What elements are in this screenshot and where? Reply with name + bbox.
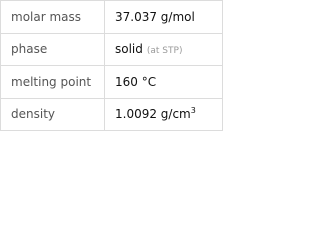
table-row-phase xyxy=(1,33,223,66)
row-label: phase xyxy=(1,33,105,66)
table-row-density xyxy=(1,98,223,131)
row-value: 37.037 g/mol xyxy=(105,1,223,34)
row-value-cell xyxy=(105,33,223,66)
properties-table xyxy=(0,0,223,131)
row-label: molar mass xyxy=(1,1,105,34)
table-row-melting-point xyxy=(1,66,223,99)
row-value: 160 °C xyxy=(105,66,223,99)
table-row-molar-mass xyxy=(1,1,223,34)
row-label: density xyxy=(1,98,105,131)
row-note: (at STP) xyxy=(146,46,183,57)
row-label: melting point xyxy=(1,66,105,99)
row-value: solid xyxy=(115,42,143,57)
row-value-superscript: 3 xyxy=(190,106,196,116)
row-value: 1.0092 g/cm xyxy=(115,107,191,122)
row-value-cell xyxy=(105,98,223,131)
